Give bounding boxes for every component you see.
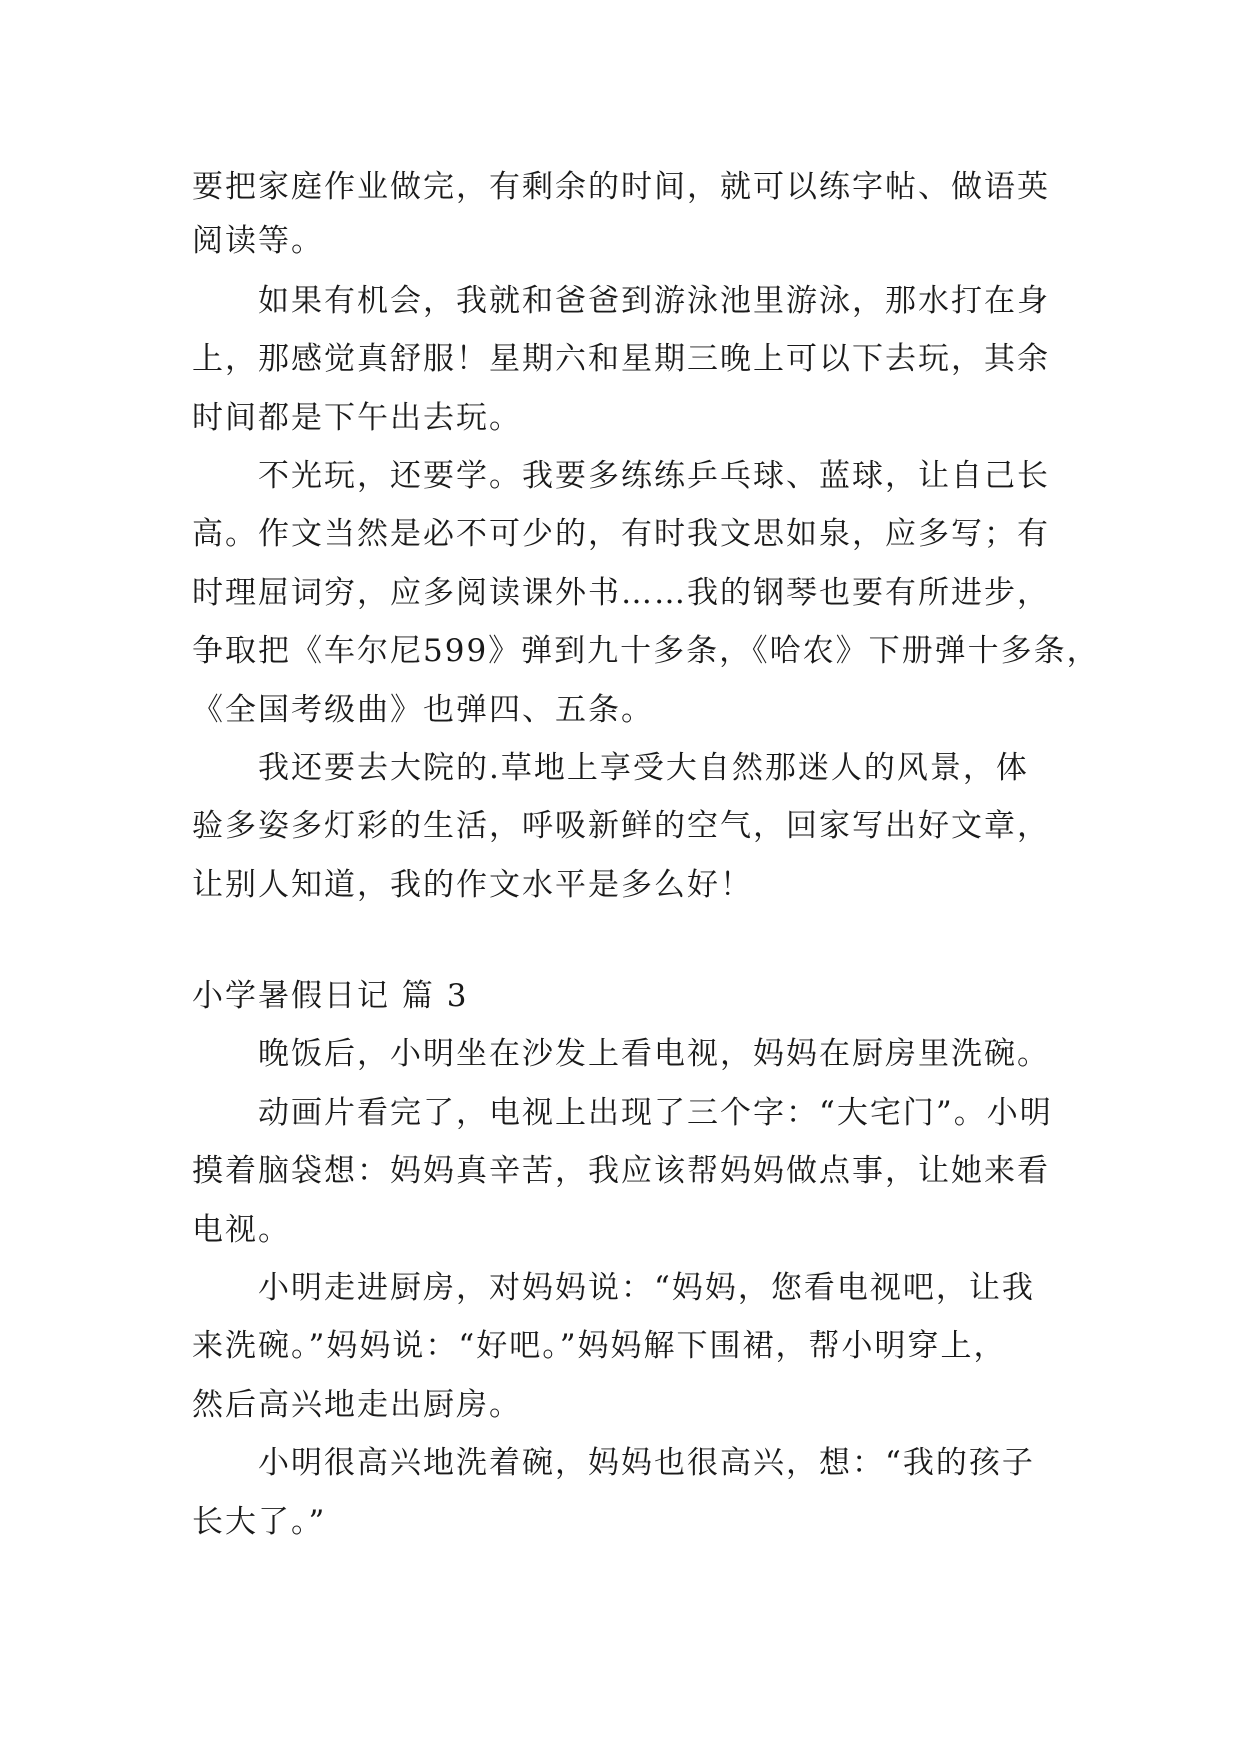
text-line: 摸着脑袋想：妈妈真辛苦，我应该帮妈妈做点事，让她来看	[192, 1153, 1050, 1189]
section-heading: 小学暑假日记 篇 3	[192, 978, 469, 1014]
text-line: 阅读等。	[192, 223, 324, 259]
paragraph-line: 晚饭后，小明坐在沙发上看电视，妈妈在厨房里洗碗。	[258, 1036, 1050, 1072]
text-line: 来洗碗。”妈妈说：“好吧。”妈妈解下围裙，帮小明穿上，	[192, 1328, 1007, 1364]
text-line: 然后高兴地走出厨房。	[192, 1387, 522, 1423]
text-line: 上，那感觉真舒服！星期六和星期三晚上可以下去玩，其余	[192, 341, 1050, 377]
text-line: 电视。	[192, 1212, 291, 1248]
paragraph-line: 不光玩，还要学。我要多练练乒乓球、蓝球，让自己长	[258, 458, 1050, 494]
text-line: 验多姿多灯彩的生活，呼吸新鲜的空气，回家写出好文章，	[192, 808, 1050, 844]
paragraph-line: 我还要去大院的.草地上享受大自然那迷人的风景，体	[258, 750, 1029, 786]
paragraph-line: 小明走进厨房，对妈妈说：“妈妈，您看电视吧，让我	[258, 1270, 1035, 1306]
text-line: 时理屈词穷，应多阅读课外书……我的钢琴也要有所进步，	[192, 575, 1050, 611]
text-line: 争取把《车尔尼599》弹到九十多条，《哈农》下册弹十多条，	[192, 633, 1100, 669]
paragraph-line: 动画片看完了，电视上出现了三个字：“大宅门”。小明	[258, 1095, 1053, 1131]
paragraph-line: 小明很高兴地洗着碗，妈妈也很高兴，想：“我的孩子	[258, 1445, 1035, 1481]
text-line: 要把家庭作业做完，有剩余的时间，就可以练字帖、做语英	[192, 169, 1050, 205]
text-line: 长大了。”	[192, 1504, 327, 1540]
text-line: 让别人知道，我的作文水平是多么好！	[192, 867, 753, 903]
text-line: 时间都是下午出去玩。	[192, 400, 522, 436]
text-line: 高。作文当然是必不可少的，有时我文思如泉，应多写；有	[192, 516, 1050, 552]
paragraph-line: 如果有机会，我就和爸爸到游泳池里游泳，那水打在身	[258, 283, 1050, 319]
text-line: 《全国考级曲》也弹四、五条。	[192, 692, 654, 728]
